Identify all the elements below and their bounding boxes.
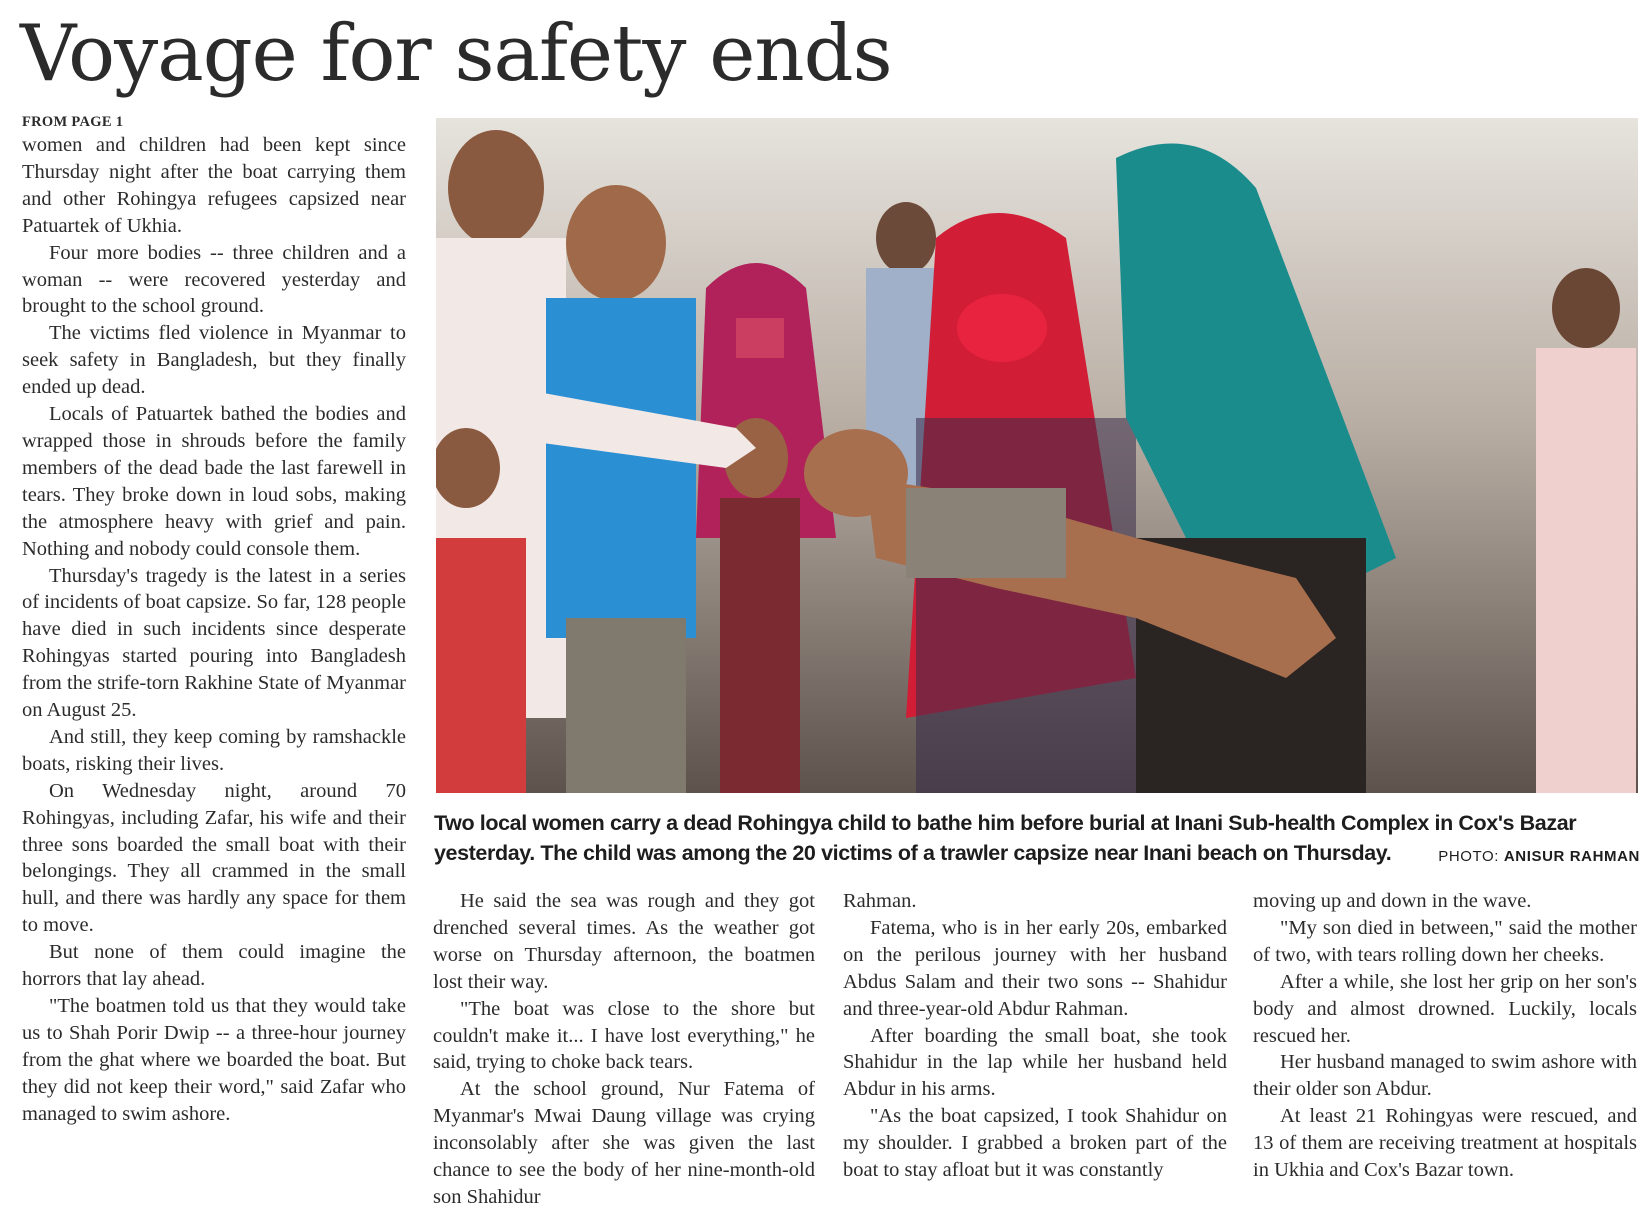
headline: Voyage for safety ends: [20, 9, 892, 99]
paragraph: He said the sea was rough and they got drenched several times. As the weather got worse on Thursday afternoon, the boatmen lost their way.: [433, 890, 815, 993]
credit-name: ANISUR RAHMAN: [1503, 848, 1640, 865]
paragraph: On Wednesday night, around 70 Rohingyas, including Zafar, his wife and their three sons boarded the small boat with their belongings. They all crammed in the small hull, and there was hardly any space for them to move.: [22, 779, 406, 937]
paragraph: "The boatmen told us that they would take us to Shah Porir Dwip -- a three-hour journey from the ghat where we boarded the boat. But they did not keep their word," said Zafar who managed to swim ashore.: [22, 995, 406, 1125]
paragraph: Locals of Patuartek bathed the bodies and wrapped those in shrouds before the family members of the dead bade the last farewell in tears. They broke down in loud sobs, making the atmosphere heavy with grief and pain. Nothing and nobody could console them.: [22, 403, 406, 560]
article-column-4: [1253, 888, 1637, 1184]
paragraph: But none of them could imagine the horrors that lay ahead.: [22, 941, 406, 991]
paragraph: Fatema, who is in her early 20s, embarked on the perilous journey with her husband Abdus Salam and their two sons -- Shahidur and three-year-old Abdur Rahman.: [843, 916, 1227, 1020]
from-page-kicker: FROM PAGE 1: [22, 114, 124, 130]
paragraph: After boarding the small boat, she took Shahidur in the lap while her husband held Abdur in his arms.: [843, 1024, 1227, 1101]
caption-text: Two local women carry a dead Rohingya child to bathe him before burial at Inani Sub-health Complex in Cox's Bazar yesterday. The child was among the 20 victims of a trawler capsize near Inani beach on Thursday.: [434, 811, 1577, 865]
paragraph: At least 21 Rohingyas were rescued, and 13 of them are receiving treatment at hospitals in Ukhia and Cox's Bazar town.: [1253, 1105, 1637, 1182]
paragraph: moving up and down in the wave.: [1253, 890, 1532, 912]
paragraph: Thursday's tragedy is the latest in a series of incidents of boat capsize. So far, 128 people have died in such incidents since desperate Rohingyas started pouring into Bangladesh from the strife-torn Rakhine State of Myanmar on August 25.: [22, 564, 407, 722]
paragraph: The victims fled violence in Myanmar to seek safety in Bangladesh, but they finally ended up dead.: [22, 322, 406, 399]
paragraph: After a while, she lost her grip on her son's body and almost drowned. Luckily, locals rescued her.: [1253, 970, 1637, 1047]
article-column-2: [433, 888, 815, 1211]
paragraph: At the school ground, Nur Fatema of Myanmar's Mwai Daung village was crying inconsolably after she was given the last chance to see the body of her nine-month-old son Shahidur: [433, 1078, 815, 1208]
news-photo: [436, 118, 1638, 793]
paragraph: "My son died in between," said the mother of two, with tears rolling down her cheeks.: [1253, 916, 1637, 966]
photo-caption: [434, 808, 1640, 872]
paragraph: "The boat was close to the shore but couldn't make it... I have lost everything," he said, trying to choke back tears.: [433, 997, 815, 1074]
photo-credit: [1438, 842, 1640, 872]
paragraph: Four more bodies -- three children and a woman -- were recovered yesterday and brought to the school ground.: [22, 241, 406, 318]
article-column-3: [843, 888, 1227, 1184]
paragraph: And still, they keep coming by ramshackle boats, risking their lives.: [22, 725, 406, 775]
paragraph: women and children had been kept since Thursday night after the boat carrying them and other Rohingya refugees capsized near Patuartek of Ukhia.: [22, 134, 406, 237]
article-column-1: [22, 112, 406, 1128]
paragraph: Rahman.: [843, 890, 917, 912]
paragraph: Her husband managed to swim ashore with their older son Abdur.: [1253, 1051, 1637, 1101]
paragraph: "As the boat capsized, I took Shahidur on my shoulder. I grabbed a broken part of the boat to stay afloat but it was constantly: [843, 1105, 1227, 1182]
credit-label: PHOTO:: [1438, 848, 1500, 865]
